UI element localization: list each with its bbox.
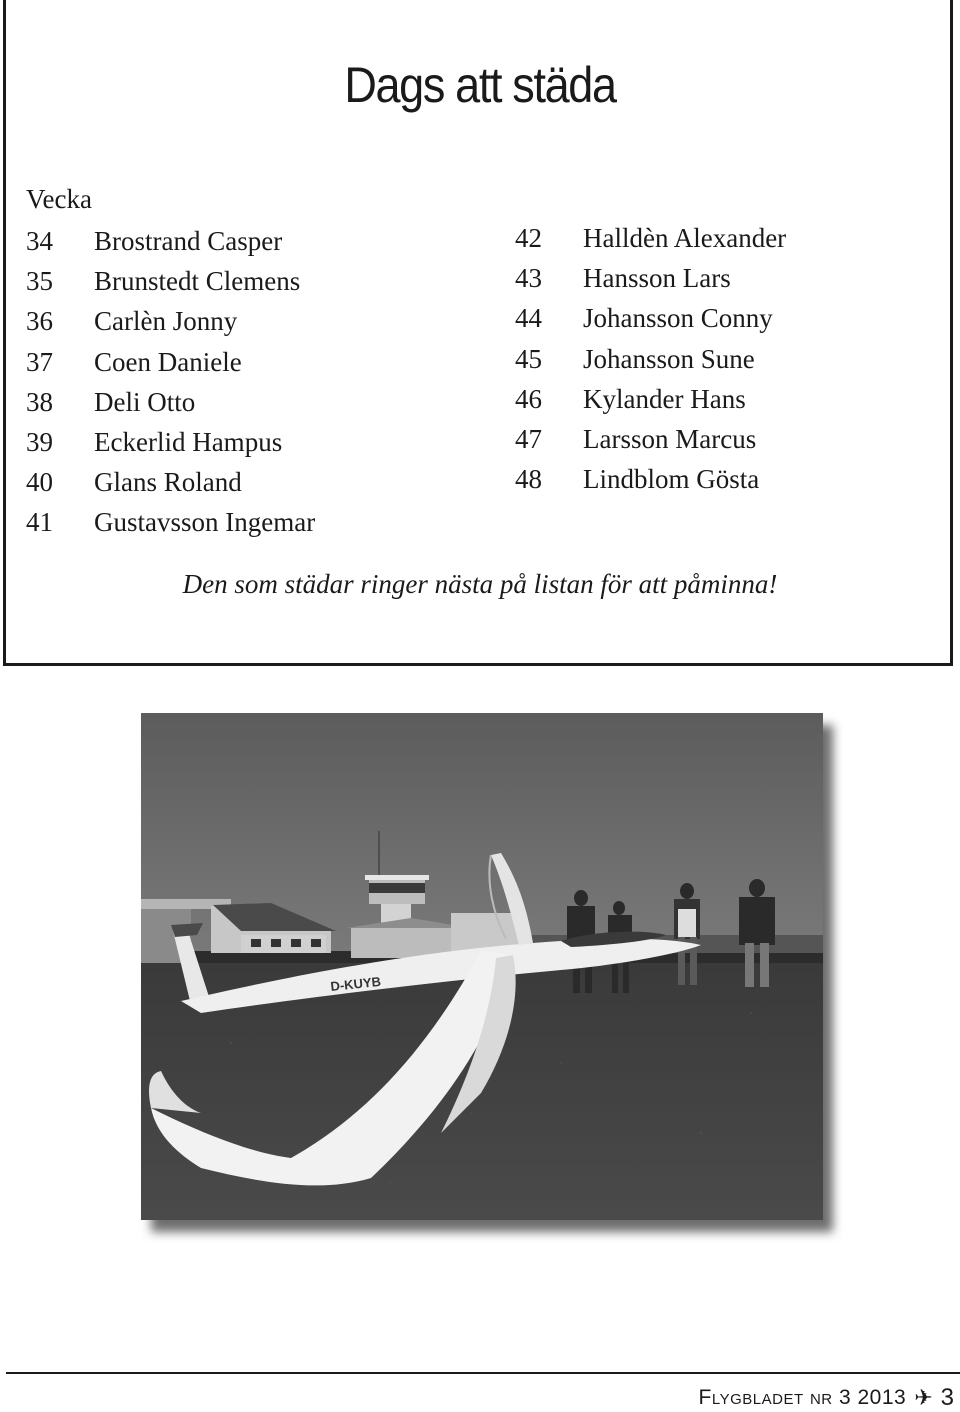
schedule-row [26, 342, 315, 382]
schedule-row [515, 419, 786, 459]
member-name: Kylander Hans [583, 383, 746, 414]
week-number: 40 [26, 467, 53, 498]
glider-photo [141, 713, 823, 1220]
week-number: 47 [515, 424, 542, 455]
member-name: Deli Otto [94, 386, 196, 417]
schedule-row [26, 462, 315, 502]
member-name: Carlèn Jonny [94, 306, 238, 337]
week-number: 34 [26, 226, 53, 256]
schedule-row [26, 221, 315, 261]
schedule-row [515, 339, 786, 379]
week-number: 48 [515, 464, 542, 495]
schedule-row [26, 382, 315, 422]
reminder-note: Den som städar ringer nästa på listan för att påminna! [182, 569, 778, 599]
glider-photo-image [141, 713, 823, 1220]
member-name: Brunstedt Clemens [94, 266, 301, 297]
schedule-row [26, 261, 315, 301]
week-number: 41 [26, 507, 53, 538]
member-name: Johansson Conny [583, 303, 773, 334]
member-name: Glans Roland [94, 467, 242, 498]
week-number: 44 [515, 303, 542, 334]
airplane-icon: ✈ [914, 1385, 933, 1410]
member-name: Halldèn Alexander [583, 223, 787, 253]
member-name: Brostrand Casper [94, 226, 283, 256]
schedule-row [515, 258, 786, 298]
member-name: Hansson Lars [583, 263, 731, 294]
member-name: Larsson Marcus [583, 424, 757, 455]
page-footer [699, 1384, 954, 1412]
schedule-list-left [26, 221, 315, 543]
page-title: Dags att städa [344, 57, 616, 113]
schedule-row [515, 459, 786, 499]
footer-rule [6, 1372, 960, 1374]
page-number: 3 [940, 1384, 954, 1411]
schedule-row [26, 502, 315, 542]
week-number: 36 [26, 306, 53, 337]
week-number: 37 [26, 346, 53, 377]
schedule-list-right [515, 218, 786, 499]
week-number: 35 [26, 266, 53, 297]
schedule-row [515, 379, 786, 419]
schedule-row [515, 298, 786, 338]
glider-registration: D-KUYB [329, 973, 382, 994]
schedule-row [26, 301, 315, 341]
week-number: 38 [26, 386, 53, 417]
week-number: 46 [515, 383, 542, 414]
member-name: Johansson Sune [583, 343, 755, 374]
week-number: 45 [515, 343, 542, 374]
member-name: Lindblom Gösta [583, 464, 760, 495]
week-number: 43 [515, 263, 542, 294]
member-name: Gustavsson Ingemar [94, 507, 316, 538]
week-number: 42 [515, 223, 542, 253]
schedule-row [515, 218, 786, 258]
publication-info: Flygbladet nr 3 2013 [698, 1386, 907, 1409]
member-name: Coen Daniele [94, 346, 242, 377]
week-number: 39 [26, 427, 53, 458]
member-name: Eckerlid Hampus [94, 427, 283, 458]
schedule-row [26, 422, 315, 462]
week-column-header: Vecka [26, 184, 92, 214]
